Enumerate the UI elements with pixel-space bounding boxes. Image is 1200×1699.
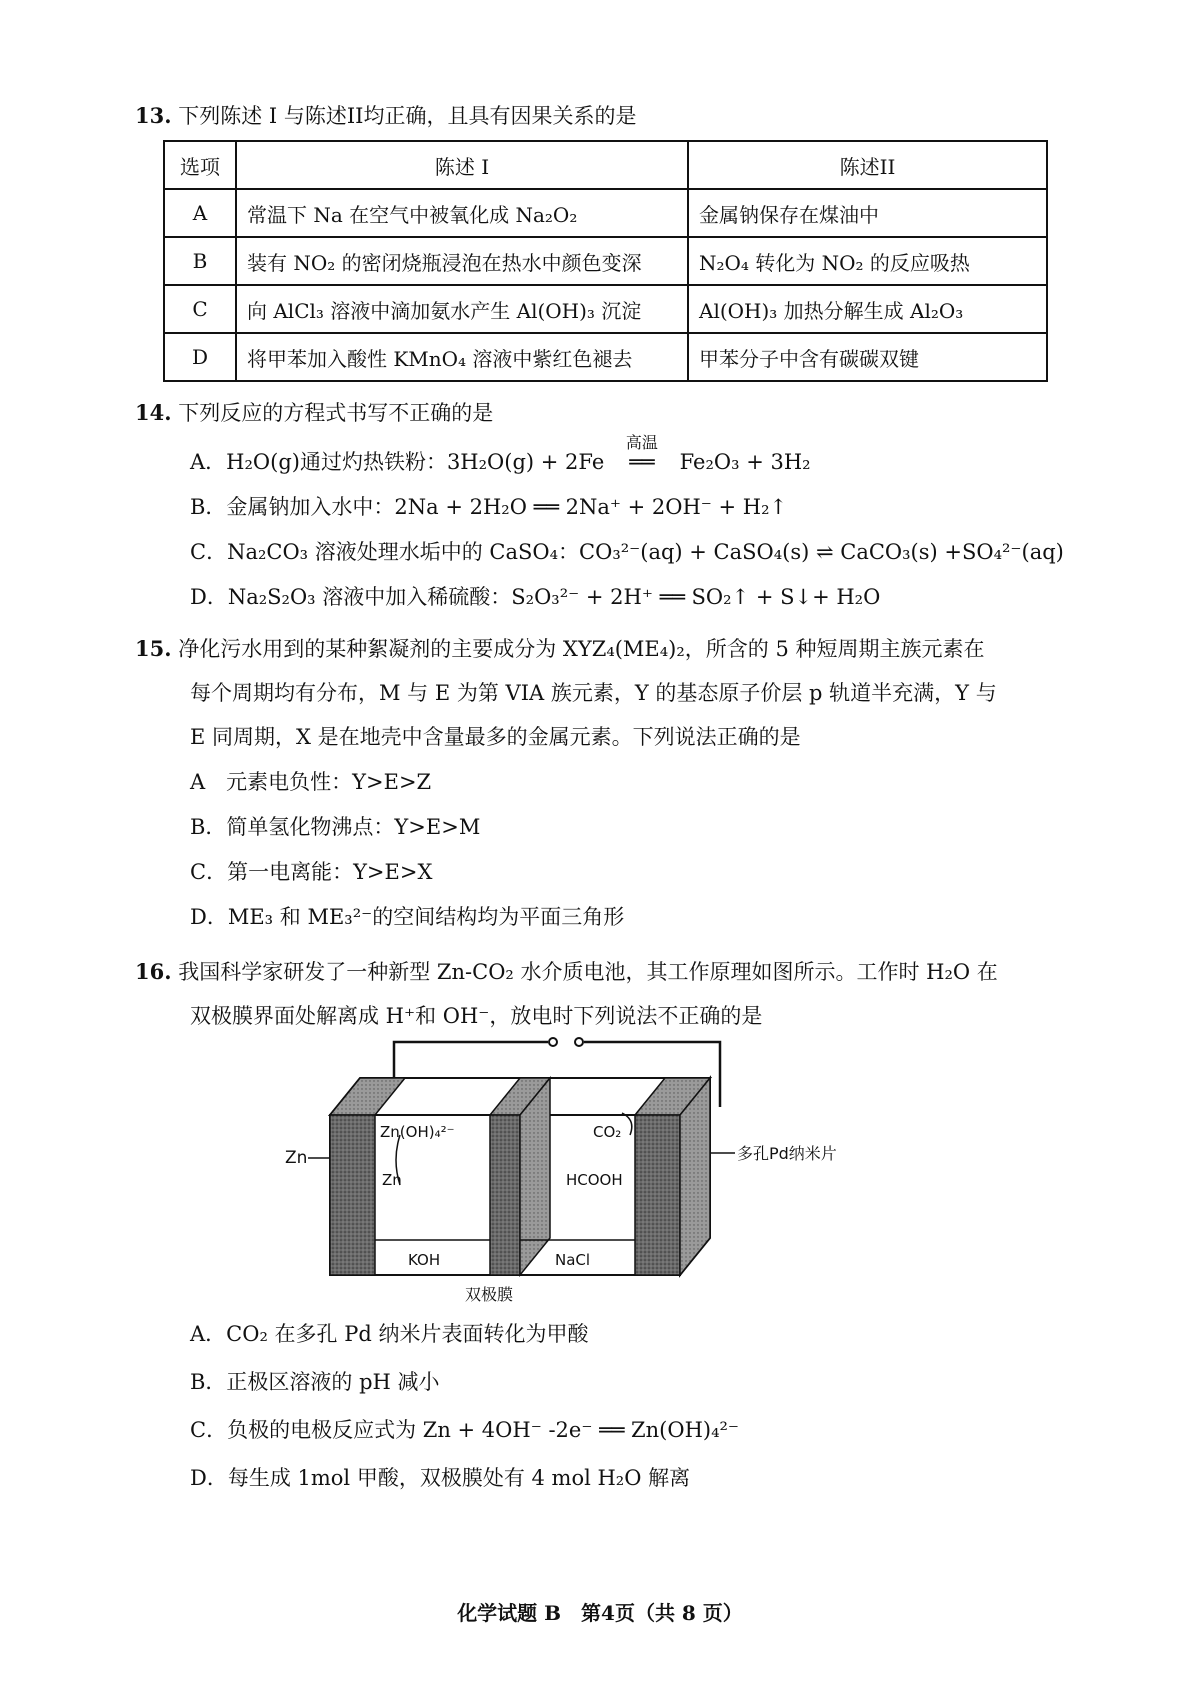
q15-option-a: A 元素电负性：Y>E>Z [190, 770, 432, 794]
q15-option-d: D．ME₃ 和 ME₃²⁻的空间结构均为平面三角形 [190, 905, 625, 929]
q15-option-b: B．简单氢化物沸点：Y>E>M [190, 815, 481, 839]
table-row [164, 237, 1047, 285]
q14-options [190, 433, 1064, 620]
q13-line [135, 101, 636, 131]
q16-stem-block [135, 950, 1095, 1038]
q14-line [135, 398, 493, 428]
co2-label: CO₂ [593, 1123, 622, 1141]
q15-stem-line2: 每个周期均有分布，M 与 E 为第 VIA 族元素，Y 的基态原子价层 p 轨道半充满，Y 与 [190, 681, 997, 705]
q16-stem-line2: 双极膜界面处解离成 H⁺和 OH⁻，放电时下列说法不正确的是 [190, 1004, 763, 1028]
q16-stem-text-1: 我国科学家研发了一种新型 Zn-CO₂ 水介质电池，其工作原理如图所示。工作时 H₂O 在 [178, 960, 998, 984]
q14-option-d: D．Na₂S₂O₃ 溶液中加入稀硫酸：S₂O₃²⁻ + 2H⁺ ══ SO₂↑ + S↓+ H₂O [190, 585, 881, 609]
q13-row-s1: 向 AlCl₃ 溶液中滴加氨水产生 Al(OH)₃ 沉淀 [236, 285, 688, 333]
q13-row-s2: 甲苯分子中含有碳碳双键 [688, 333, 1047, 381]
q16-option-a: A．CO₂ 在多孔 Pd 纳米片表面转化为甲酸 [190, 1322, 589, 1346]
table-row [164, 285, 1047, 333]
q13-row-s2: 金属钠保存在煤油中 [688, 189, 1047, 237]
q13-row-s1: 装有 NO₂ 的密闭烧瓶浸泡在热水中颜色变深 [236, 237, 688, 285]
q13-header-option: 选项 [164, 141, 236, 189]
q15-stem-text-1: 净化污水用到的某种絮凝剂的主要成分为 XYZ₄(ME₄)₂，所含的 5 种短周期主族元素在 [178, 637, 985, 661]
q14-option-a-left: H₂O(g)通过灼热铁粉：3H₂O(g) + 2Fe [226, 450, 605, 474]
zincate-label: Zn(OH)₄²⁻ [380, 1123, 455, 1141]
q13-header-s2: 陈述II [688, 141, 1047, 189]
q13-row-option: C [164, 285, 236, 333]
table-row [164, 333, 1047, 381]
nacl-label: NaCl [555, 1251, 591, 1269]
page-footer: 化学试题 B 第4页（共 8 页） [457, 1601, 743, 1625]
q15-options [190, 760, 624, 940]
q14-high-temp-arrow: 高温 ══ [611, 440, 673, 485]
q13-number: 13. [135, 103, 172, 128]
membrane-label: 双极膜 [465, 1285, 514, 1304]
q13-table [163, 140, 1048, 382]
q13-stem: 下列陈述 I 与陈述II均正确，且具有因果关系的是 [178, 104, 637, 128]
koh-label: KOH [408, 1251, 441, 1269]
q13-row-s1: 将甲苯加入酸性 KMnO₄ 溶液中紫红色褪去 [236, 333, 688, 381]
q14-stem: 下列反应的方程式书写不正确的是 [178, 401, 494, 425]
q13-row-option: A [164, 189, 236, 237]
q15-number: 15. [135, 636, 172, 661]
zn-species-label: Zn [382, 1171, 402, 1189]
q16-option-d: D．每生成 1mol 甲酸，双极膜处有 4 mol H₂O 解离 [190, 1466, 691, 1490]
zn-electrode-label: Zn [285, 1148, 308, 1168]
q15-stem-line1 [135, 627, 1095, 671]
q13-row-option: D [164, 333, 236, 381]
q14-option-a [190, 433, 1064, 485]
q14-option-b: B．金属钠加入水中：2Na + 2H₂O ══ 2Na⁺ + 2OH⁻ + H₂↑ [190, 495, 788, 519]
q14-condition: 高温 [625, 433, 658, 452]
q13-header-s1: 陈述 I [236, 141, 688, 189]
q14-option-a-label: A． [190, 450, 227, 474]
q13-header-row [164, 141, 1047, 189]
q13-row-option: B [164, 237, 236, 285]
pd-electrode [635, 1078, 710, 1275]
q15-stem-line3: E 同周期，X 是在地壳中含量最多的金属元素。下列说法正确的是 [190, 725, 801, 749]
hcooh-label: HCOOH [566, 1171, 623, 1189]
q16-option-c: C．负极的电极反应式为 Zn + 4OH⁻ -2e⁻ ══ Zn(OH)₄²⁻ [190, 1418, 740, 1442]
q16-stem-line1 [135, 950, 1095, 994]
table-row [164, 189, 1047, 237]
battery-diagram [285, 1035, 940, 1310]
q13-row-s2: Al(OH)₃ 加热分解生成 Al₂O₃ [688, 285, 1047, 333]
q16-options [190, 1310, 739, 1502]
bipolar-membrane [490, 1078, 550, 1275]
pd-electrode-label: 多孔Pd纳米片 [737, 1144, 837, 1163]
q16-option-b: B．正极区溶液的 pH 减小 [190, 1370, 440, 1394]
q13-row-s1: 常温下 Na 在空气中被氧化成 Na₂O₂ [236, 189, 688, 237]
q15-option-c: C．第一电离能：Y>E>X [190, 860, 433, 884]
q14-option-a-right: Fe₂O₃ + 3H₂ [679, 450, 811, 474]
q16-number: 16. [135, 959, 172, 984]
q13-row-s2: N₂O₄ 转化为 NO₂ 的反应吸热 [688, 237, 1047, 285]
q15-stem-block [135, 627, 1095, 759]
q14-number: 14. [135, 400, 172, 425]
q14-option-c: C．Na₂CO₃ 溶液处理水垢中的 CaSO₄：CO₃²⁻(aq) + CaSO₄(s) ⇌ CaCO₃(s) +SO₄²⁻(aq) [190, 540, 1064, 564]
